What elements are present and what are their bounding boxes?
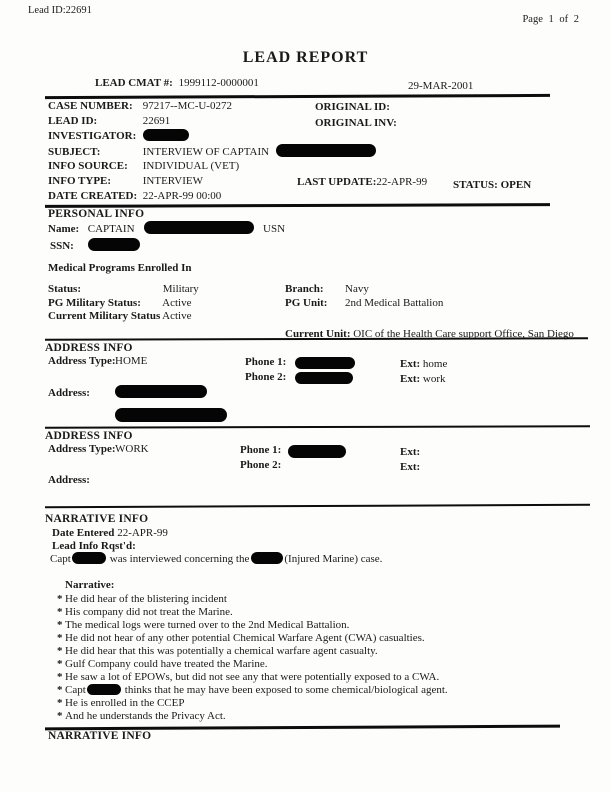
cmat-line: [95, 77, 259, 89]
case-info-section: [45, 99, 590, 204]
original-id-label: ORIGINAL ID:: [315, 101, 390, 113]
investigator-row: [45, 129, 590, 144]
medical-programs-heading: Medical Programs Enrolled In: [48, 262, 192, 274]
date-created-row: [45, 189, 590, 204]
case-number-row: [45, 99, 590, 114]
narrative-bullet-list: [45, 593, 590, 723]
ext1-field: [400, 358, 447, 370]
info-source-row: [45, 159, 590, 174]
investigator-label: INVESTIGATOR:: [48, 130, 137, 142]
address-label: Address:: [48, 474, 90, 486]
current-unit-label: Current Unit:: [285, 327, 351, 340]
phone2-label: Phone 2:: [245, 371, 287, 383]
phone1-label: Phone 1:: [240, 444, 282, 456]
lead-id-value: 22691: [142, 115, 171, 127]
page-number-label: Page 1 of 2: [522, 14, 579, 25]
bullet-item: [57, 606, 590, 619]
current-military-status-label: Current Military Status: [48, 310, 161, 322]
bullet-marker: *: [57, 671, 63, 683]
status-label: STATUS:: [453, 179, 498, 191]
date-entered-value: 22-APR-99: [117, 527, 168, 539]
current-military-status-value: Active: [162, 310, 192, 322]
report-title: LEAD REPORT: [242, 49, 369, 66]
cmat-value: 1999112-0000001: [178, 77, 259, 89]
ext1-label: Ext:: [400, 358, 421, 370]
lead-id-row: [45, 114, 590, 129]
subject-value: INTERVIEW OF CAPTAIN: [142, 146, 270, 158]
original-inv-label: ORIGINAL INV:: [315, 117, 397, 129]
address-label: Address:: [48, 387, 90, 399]
bullet-item: [57, 593, 590, 606]
date-entered-label: Date Entered: [52, 527, 115, 539]
intro-mid: was interviewed concerning the: [109, 553, 250, 565]
info-source-label: INFO SOURCE:: [48, 160, 128, 172]
bullet-item: [57, 658, 590, 671]
military-status-label: Status:: [48, 283, 82, 295]
branch-label: Branch:: [285, 283, 324, 295]
lead-info-rqstd-label: Lead Info Rqst'd:: [52, 539, 136, 552]
narrative-label: Narrative:: [65, 578, 115, 591]
redaction-bar: [295, 372, 353, 384]
address-info-heading: ADDRESS INFO: [45, 430, 133, 442]
redaction-bar: [87, 684, 121, 695]
name-suffix: USN: [263, 223, 286, 235]
bullet-text: He did hear that this was potentially a chemical warfare agent casualty.: [65, 645, 378, 657]
pg-unit-value: 2nd Medical Battalion: [345, 296, 444, 309]
personal-info-section: [45, 208, 590, 341]
bullet-text: The medical logs were turned over to the 2nd Medical Battalion.: [65, 619, 350, 631]
ext1-value: home: [422, 358, 448, 370]
info-type-label: INFO TYPE:: [48, 175, 112, 187]
address-info-heading: ADDRESS INFO: [45, 342, 133, 354]
bullet-item: [57, 632, 590, 645]
bullet-item: [57, 671, 590, 684]
ext1-label: Ext:: [400, 446, 421, 458]
bullet-item: [57, 619, 590, 632]
bullet-marker: *: [57, 710, 63, 722]
name-label: Name:: [48, 223, 80, 235]
address-work-section: [45, 430, 590, 505]
subject-row: [45, 144, 590, 159]
redaction-bar: [276, 144, 376, 157]
bullet-text: And he understands the Privacy Act.: [65, 710, 226, 722]
last-update-label: LAST UPDATE:: [297, 176, 377, 188]
last-update-value: 22-APR-99: [376, 176, 428, 188]
narrative-info-heading: NARRATIVE INFO: [45, 513, 149, 525]
current-unit-value: OIC of the Health Care support Office, San Diego: [353, 327, 574, 340]
personal-info-heading: PERSONAL INFO: [48, 208, 145, 220]
bullet-text-post: thinks that he may have been exposed to some chemical/biological agent.: [124, 684, 448, 696]
date-created-value: 22-APR-99 00:00: [142, 190, 222, 202]
ext2-label: Ext:: [400, 461, 421, 473]
bullet-text: He is enrolled in the CCEP: [65, 697, 185, 709]
address-type-value: HOME: [115, 355, 148, 367]
redaction-bar: [295, 357, 355, 369]
address-type-value: WORK: [115, 443, 149, 455]
redaction-bar: [144, 221, 254, 234]
branch-value: Navy: [345, 283, 369, 295]
current-military-status-row: [45, 310, 590, 324]
bullet-item: [57, 684, 590, 697]
report-date: 29-MAR-2001: [408, 80, 474, 92]
redaction-bar: [251, 552, 283, 564]
redaction-bar: [115, 385, 207, 398]
section-divider: [45, 425, 590, 428]
bullet-item: [57, 710, 590, 723]
bullet-marker: *: [57, 697, 63, 709]
bullet-text: He did not hear of any other potential Chemical Warfare Agent (CWA) casualties.: [65, 632, 425, 644]
bullet-marker: *: [57, 658, 63, 670]
ext2-field: [400, 373, 446, 385]
ext2-label: Ext:: [400, 373, 421, 385]
lead-id-label: LEAD ID:: [48, 115, 98, 127]
intro-pre: Capt: [50, 553, 71, 565]
intro-post: (Injured Marine) case.: [284, 553, 383, 565]
narrative-info-section: [45, 513, 590, 723]
bullet-item: [57, 697, 590, 710]
address-type-label: Address Type:: [48, 443, 116, 455]
pg-military-status-label: PG Military Status:: [48, 296, 141, 309]
lead-id-corner-label: Lead ID:22691: [28, 5, 92, 16]
pg-unit-label: PG Unit:: [285, 296, 328, 309]
name-row: [45, 221, 590, 237]
military-status-value: Military: [162, 283, 199, 295]
redaction-bar: [288, 445, 346, 458]
narrative-intro-line: [45, 552, 590, 566]
bullet-marker: *: [57, 645, 63, 657]
redaction-bar: [88, 238, 140, 251]
bullet-item: [57, 645, 590, 658]
redaction-bar: [143, 129, 189, 141]
pg-military-status-row: [45, 297, 590, 311]
case-number-value: 97217--MC-U-0272: [142, 100, 232, 112]
bullet-marker: *: [57, 632, 63, 644]
phone1-label: Phone 1:: [245, 356, 287, 368]
redaction-bar: [115, 408, 227, 422]
redaction-bar: [72, 552, 106, 564]
bullet-marker: *: [57, 593, 63, 605]
name-prefix: CAPTAIN: [87, 223, 135, 235]
info-source-value: INDIVIDUAL (VET): [142, 160, 240, 172]
last-update-field: [297, 175, 427, 190]
phone2-label: Phone 2:: [240, 459, 282, 471]
status-value: OPEN: [500, 179, 532, 191]
status-row: [45, 283, 590, 297]
date-entered-row: [45, 527, 590, 540]
ext2-value: work: [422, 373, 446, 385]
address-home-section: [45, 342, 590, 426]
bullet-text-pre: Capt: [65, 684, 86, 696]
bullet-marker: *: [57, 684, 63, 696]
case-number-label: CASE NUMBER:: [48, 100, 133, 112]
ssn-label: SSN:: [50, 240, 74, 252]
pg-military-status-value: Active: [162, 296, 192, 309]
date-created-label: DATE CREATED:: [48, 190, 138, 202]
bullet-marker: *: [57, 606, 63, 618]
narrative-info-footer-heading: NARRATIVE INFO: [48, 730, 152, 742]
bullet-text: He saw a lot of EPOWs, but did not see any that were potentially exposed to a CWA.: [65, 671, 440, 683]
info-type-row: [45, 174, 590, 189]
bullet-text: Gulf Company could have treated the Marine.: [65, 658, 268, 670]
address-type-label: Address Type:: [48, 355, 116, 367]
ssn-row: [45, 238, 590, 254]
bullet-marker: *: [57, 619, 63, 631]
bullet-text: His company did not treat the Marine.: [65, 606, 233, 618]
cmat-label: LEAD CMAT #:: [95, 77, 173, 89]
subject-label: SUBJECT:: [48, 146, 101, 158]
info-type-value: INTERVIEW: [142, 175, 203, 187]
bullet-text: He did hear of the blistering incident: [65, 593, 227, 605]
